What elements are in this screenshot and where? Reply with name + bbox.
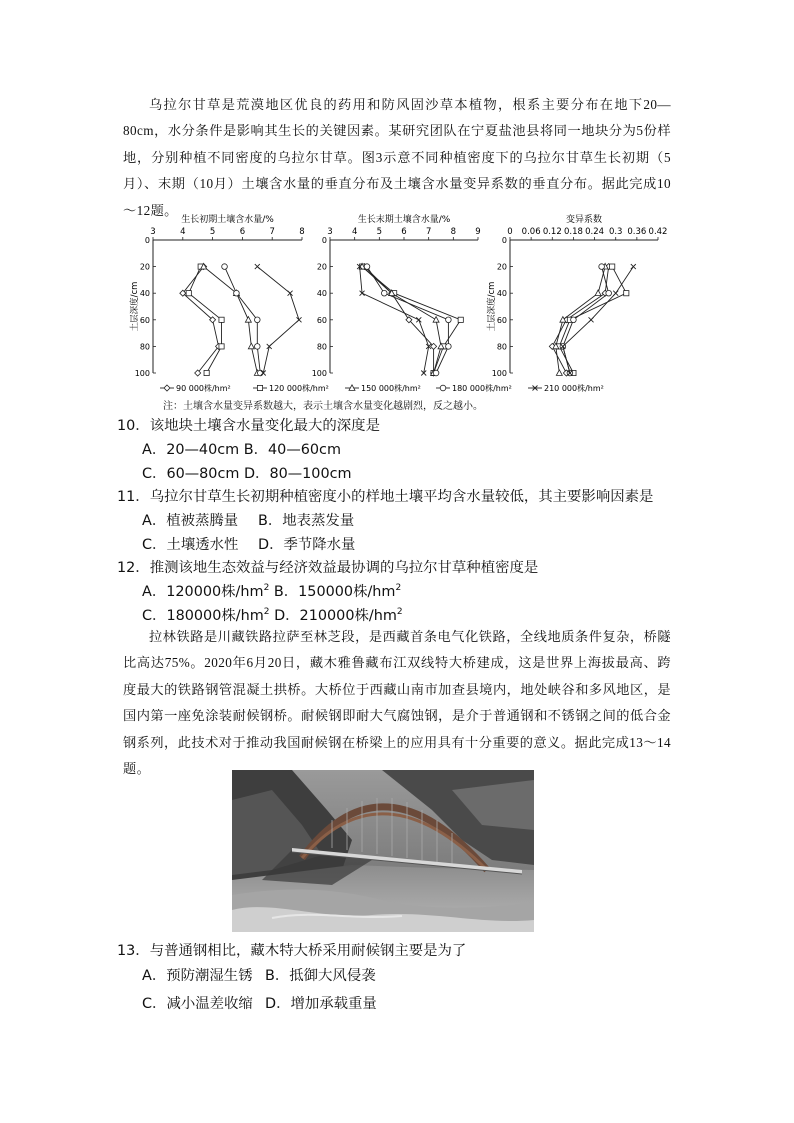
x-tick-label: 0.06 [521,227,541,237]
q12-options-row1 [142,582,401,602]
q12-option-a-sup: 2 [263,583,270,594]
q10-option-a[interactable]: A．20—40cm [142,442,240,458]
q10-options-row1 [142,440,341,460]
series-line [257,267,299,373]
chart-title: 变异系数 [565,215,603,225]
data-point [624,291,629,296]
data-point [433,370,439,376]
series-line [362,267,441,373]
y-tick-label: 80 [496,342,507,352]
x-tick-label: 7 [425,227,432,237]
y-tick-label: 80 [316,342,327,352]
chart-panel-2 [312,213,481,378]
x-tick-label: 0.12 [542,227,562,237]
data-point [186,291,191,296]
x-tick-label: 3 [150,227,156,237]
q11-option-b[interactable]: B．地表蒸发量 [258,513,355,529]
q13-option-c[interactable]: C．减小温差收缩 [142,996,253,1012]
y-tick-label: 80 [139,342,150,352]
soil-moisture-figure [0,0,794,420]
q12-option-b-sup: 2 [395,583,402,594]
q12-option-a-text: A．120000株/hm [142,584,264,600]
q10-option-d[interactable]: D．80—100cm [243,466,352,482]
y-tick-label: 100 [311,369,327,378]
q13-option-b[interactable]: B．抵御大风侵袭 [265,968,376,984]
y-tick-label: 100 [134,369,150,378]
legend-label: 90 000株/hm² [176,384,231,393]
data-point [613,291,618,296]
data-point [219,344,224,349]
x-tick-label: 9 [475,227,481,237]
y-tick-label: 60 [316,315,327,325]
y-tick-label: 0 [321,236,327,245]
data-point [458,317,463,322]
legend-label: 150 000株/hm² [361,384,421,393]
x-tick-label: 4 [351,227,358,237]
data-point [164,385,170,391]
chart-panel-1 [129,213,305,378]
q12-option-c[interactable] [142,606,270,626]
q10-options-row2 [142,464,352,484]
y-tick-label: 20 [496,262,507,272]
data-point [257,385,262,390]
q12-option-d-sup: 2 [396,607,403,618]
y-axis-label: 土层深度/cm [487,281,497,332]
data-point [204,370,209,375]
q12-option-d[interactable] [274,606,403,626]
q12-option-a[interactable] [142,582,269,602]
data-point [222,264,228,270]
bridge-photo [232,770,534,932]
q11-option-c[interactable]: C．土壤透水性 [142,537,239,553]
data-point [254,344,260,350]
data-point [234,290,240,296]
x-tick-label: 7 [269,227,275,237]
x-tick-label: 8 [299,227,305,237]
x-tick-label: 5 [209,227,216,237]
data-point [556,370,562,376]
x-tick-label: 0 [507,227,513,237]
question-10: 10．该地块土壤含水量变化最大的深度是 [117,418,380,434]
x-tick-label: 6 [401,227,407,237]
q10-option-b[interactable]: B．40—60cm [243,442,341,458]
passage-licorice: 乌拉尔甘草是荒漠地区优良的药用和防风固沙草本植物，根系主要分布在地下20—80cm，水分条件是影响其生长的关键因素。某研究团队在宁夏盐池县将同一地块分为5份样地，分别种植不同密度的乌拉尔甘草。图3示意不同种植密度下的乌拉尔甘草生长初期（5月）、末期（10月）土壤含水量的垂直分布及土壤含水量变异系数的垂直分布。据此完成10～12题。 [123,97,671,218]
data-point [446,317,452,323]
data-point [610,264,615,269]
q11-options-row2 [142,535,355,555]
data-point [589,317,594,322]
q13-options-row1 [142,966,376,986]
question-13: 13．与普通钢相比，藏木特大桥采用耐候钢主要是为了 [117,943,467,959]
q11-option-a[interactable]: A．植被蒸腾量 [142,513,239,529]
data-point [364,264,370,270]
question-12: 12．推测该地生态效益与经济效益最协调的乌拉尔甘草种植密度是 [117,560,539,576]
data-point [599,264,605,270]
question-11: 11．乌拉尔甘草生长初期种植密度小的样地土壤平均含水量较低，其主要影响因素是 [117,489,654,505]
y-tick-label: 40 [316,289,327,299]
data-point [245,317,251,323]
data-point [446,344,452,350]
chart-note: 注：土壤含水量变异系数越大，表示土壤含水量变化越剧烈，反之越小。 [163,401,483,412]
data-point [288,291,293,296]
q12-option-b[interactable] [274,582,401,602]
series-line [365,267,434,373]
data-point [219,317,224,322]
y-tick-label: 100 [491,369,507,378]
y-tick-label: 0 [501,236,507,245]
data-point [433,317,439,323]
data-point [381,290,387,296]
data-point [297,317,302,322]
legend-label: 210 000株/hm² [544,384,604,393]
y-tick-label: 0 [144,236,150,245]
x-tick-label: 4 [180,227,186,237]
data-point [595,290,601,296]
q12-option-b-text: B．150000株/hm [273,584,396,600]
chart-panel-3 [486,213,667,378]
y-tick-label: 60 [139,315,150,325]
q12-option-c-sup: 2 [263,607,270,618]
data-point [440,385,446,391]
x-tick-label: 0.18 [563,227,583,237]
data-point [257,370,263,376]
data-point [416,317,421,322]
chart-title: 生长末期土壤含水量/% [357,215,451,225]
q13-options-row2 [142,994,377,1014]
chart-title: 生长初期土壤含水量/% [181,215,274,225]
q12-option-d-text: D．210000株/hm [274,608,397,624]
q12-option-c-text: C．180000株/hm [142,608,264,624]
q10-option-c[interactable]: C．60—80cm [142,466,240,482]
data-point [631,264,636,269]
x-tick-label: 6 [239,227,246,237]
x-tick-label: 0.24 [585,227,605,237]
legend-label: 120 000株/hm² [269,384,329,393]
y-tick-label: 20 [139,262,150,272]
q12-options-row2 [142,606,403,626]
q13-option-d[interactable]: D．增加承载重量 [265,996,377,1012]
x-tick-label: 0.36 [627,227,647,237]
data-point [248,343,254,349]
data-point [255,264,260,269]
data-point [571,317,577,323]
x-tick-label: 5 [376,227,383,237]
chart-legend [160,383,604,393]
x-tick-label: 3 [327,227,333,237]
data-point [606,290,612,296]
x-tick-label: 0.42 [648,227,668,237]
y-axis-label: 土层深度/cm [130,281,140,332]
y-tick-label: 20 [316,262,327,272]
data-point [254,317,260,323]
legend-label: 180 000株/hm² [452,384,512,393]
y-tick-label: 40 [496,289,507,299]
x-tick-label: 0.3 [608,227,623,237]
y-tick-label: 40 [139,289,150,299]
passage-bridge: 拉林铁路是川藏铁路拉萨至林芝段，是西藏首条电气化铁路，全线地质条件复杂，桥隧比高达75%。2020年6月20日，藏木雅鲁藏布江双线特大桥建成，这是世界上海拔最高、跨度最大的铁路钢管混凝土拱桥。大桥位于西藏山南市加查县境内，地处峡谷和多风地区，是国内第一座免涂装耐候钢桥。耐候钢即耐大气腐蚀钢，是介于普通钢和不锈钢之间的低合金钢系列，此技术对于推动我国耐候钢在桥梁上的应用具有十分重要的意义。据此完成13～14题。 [123,629,671,777]
q11-options-row1 [142,511,354,531]
q13-option-a[interactable]: A．预防潮湿生锈 [142,968,253,984]
y-tick-label: 60 [496,315,507,325]
x-tick-label: 8 [450,227,457,237]
series-line [189,267,222,373]
q11-option-d[interactable]: D．季节降水量 [258,537,356,553]
